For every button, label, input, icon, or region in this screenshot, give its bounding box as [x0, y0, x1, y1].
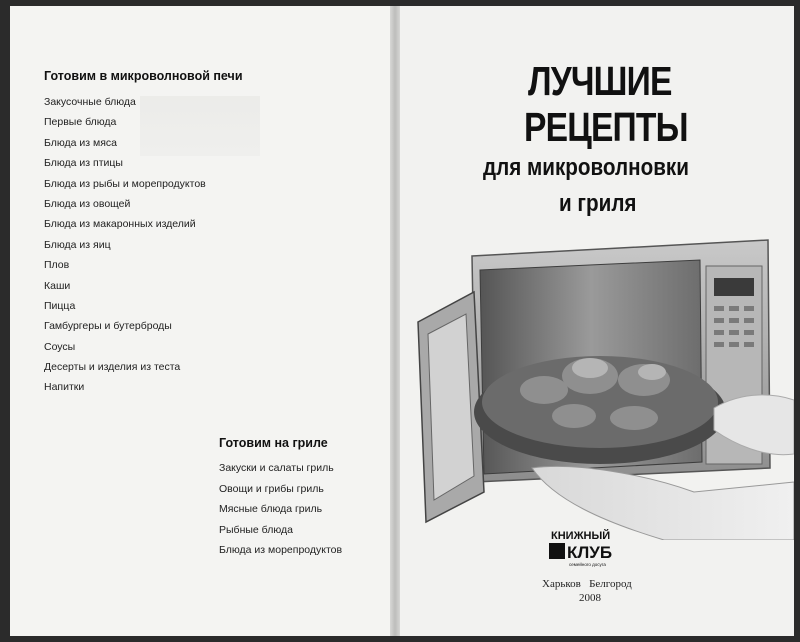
book-title-line1: ЛУЧШИЕ	[528, 58, 672, 104]
section-title-microwave: Готовим в микроволновой печи	[44, 69, 243, 83]
list-item: Блюда из птицы	[44, 157, 123, 170]
list-item: Десерты и изделия из теста	[44, 361, 181, 374]
publication-year: 2008	[579, 592, 601, 604]
list-item: Напитки	[44, 381, 85, 394]
publisher-cities: Харьков Белгород	[542, 578, 632, 590]
list-item: Закуски и салаты гриль	[219, 462, 334, 474]
microwave-illustration	[414, 230, 794, 540]
list-item: Рыбные блюда	[219, 523, 293, 536]
book-subtitle-line2: и гриля	[559, 190, 637, 217]
list-item: Соусы	[44, 340, 76, 353]
book-gutter	[390, 6, 400, 636]
list-item: Блюда из морепродуктов	[219, 544, 343, 557]
list-item: Блюда из мяса	[44, 136, 118, 149]
list-item: Мясные блюда гриль	[219, 503, 323, 516]
publisher-word1: КНИЖНЫЙ	[551, 530, 611, 542]
publisher-tagline: семейного досуга	[569, 562, 606, 567]
list-item: Пицца	[44, 299, 76, 312]
list-item: Блюда из овощей	[44, 197, 131, 210]
book-subtitle-line1: для микроволновки	[483, 154, 689, 181]
list-item: Гамбургеры и бутерброды	[44, 320, 172, 333]
list-item: Блюда из рыбы и морепродуктов	[44, 177, 206, 190]
publisher-word2: КЛУБ	[567, 543, 613, 562]
list-item: Блюда из макаронных изделий	[44, 218, 196, 231]
book-title-line2: РЕЦЕПТЫ	[524, 104, 688, 150]
list-item: Блюда из яиц	[44, 238, 111, 251]
grill-contents-list	[219, 458, 342, 561]
microwave-contents-list	[44, 92, 206, 398]
publisher-logo	[547, 527, 617, 569]
list-item: Закусочные блюда	[44, 96, 136, 108]
publisher-logo-graphic	[547, 527, 617, 569]
section-title-grill: Готовим на гриле	[219, 436, 328, 450]
list-item: Первые блюда	[44, 116, 117, 129]
list-item: Плов	[44, 259, 70, 272]
list-item: Каши	[44, 279, 71, 292]
list-item: Овощи и грибы гриль	[219, 482, 324, 495]
